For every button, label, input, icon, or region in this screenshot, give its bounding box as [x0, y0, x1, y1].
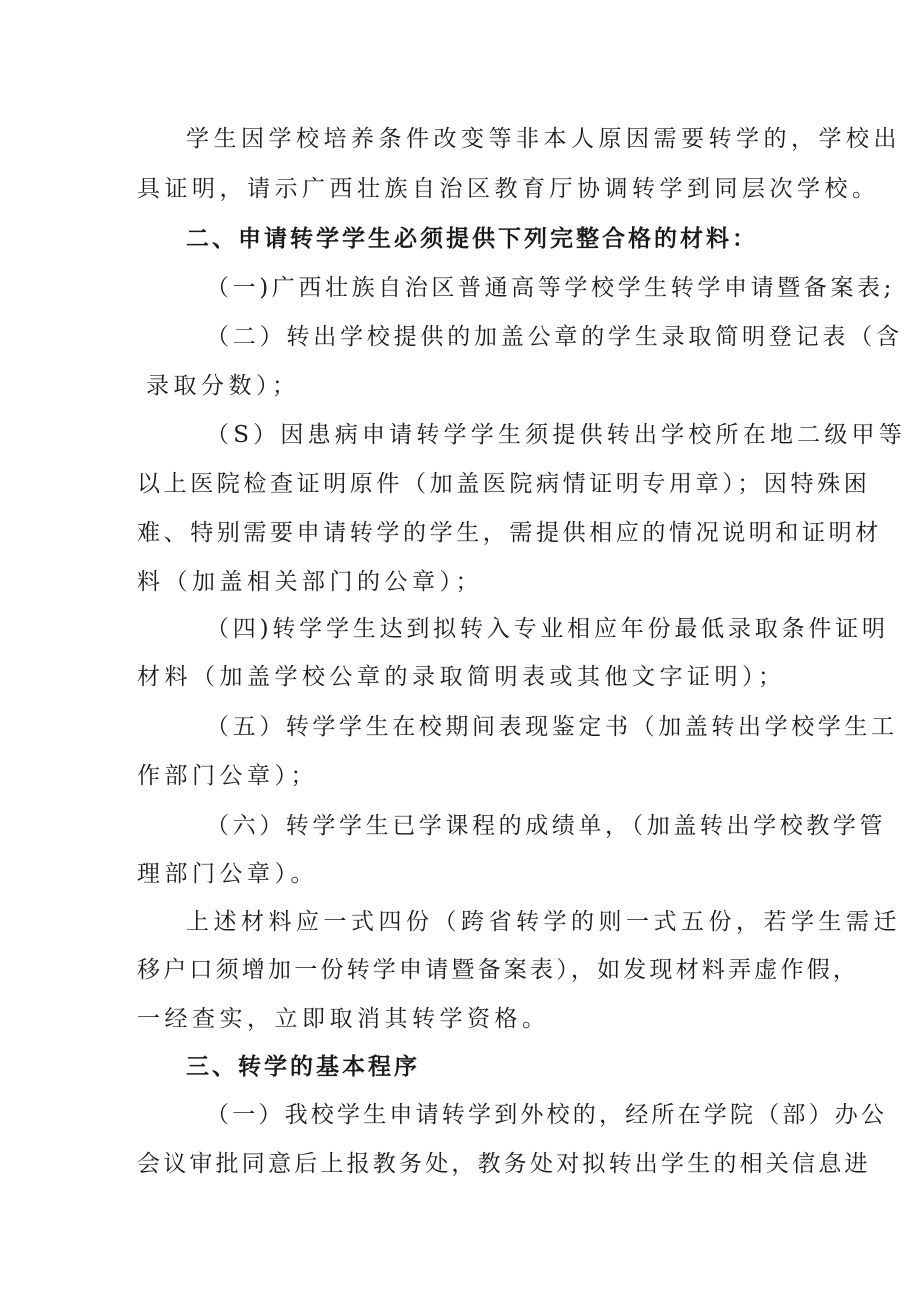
paragraph-line: （四)转学学生达到拟转入专业相应年份最低录取条件证明 [206, 616, 889, 642]
section-heading: 三、转学的基本程序 [186, 1054, 420, 1080]
section-heading: 二、申请转学学生必须提供下列完整合格的材料： [186, 226, 758, 252]
paragraph-line: 具证明，请示广西壮族自治区教育厅协调转学到同层次学校。 [137, 176, 880, 202]
paragraph-line: 料（加盖相关部门的公章）； [137, 569, 483, 595]
paragraph-line: （一)广西壮族自治区普通高等学校学生转学申请暨备案表; [206, 275, 895, 301]
paragraph-line: （一）我校学生申请转学到外校的，经所在学院（部）办公 [206, 1102, 888, 1128]
paragraph-line: （S）因患病申请转学学生须提供转出学校所在地二级甲等 [206, 422, 906, 448]
paragraph-line: （二）转出学校提供的加盖公章的学生录取简明登记表（含 [206, 324, 903, 350]
paragraph-line: 作部门公章）； [137, 763, 318, 789]
paragraph-line: 以上医院检查证明原件（加盖医院病情证明专用章）；因特殊困 [137, 471, 871, 497]
paragraph-line: （五）转学学生在校期间表现鉴定书（加盖转出学校学生工 [206, 714, 898, 740]
paragraph-line: 材料（加盖学校公章的录取简明表或其他文字证明）； [137, 664, 786, 690]
paragraph-line: 难、特别需要申请转学的学生，需提供相应的情况说明和证明材 [137, 520, 882, 546]
paragraph-line: 移户口须增加一份转学申请暨备案表），如发现材料弄虚作假， [137, 957, 860, 983]
paragraph-line: 一经查实，立即取消其转学资格。 [137, 1006, 550, 1032]
paragraph-line: （六）转学学生已学课程的成绩单，（加盖转出学校教学管 [206, 813, 887, 839]
paragraph-line: 会议审批同意后上报教务处，教务处对拟转出学生的相关信息进 [137, 1151, 871, 1177]
paragraph-line: 理部门公章）。 [137, 861, 318, 887]
paragraph-line: 录取分数）； [146, 373, 300, 399]
paragraph-line: 学生因学校培养条件改变等非本人原因需要转学的，学校出 [186, 126, 901, 152]
paragraph-line: 上述材料应一式四份（跨省转学的则一式五份，若学生需迁 [186, 909, 901, 935]
